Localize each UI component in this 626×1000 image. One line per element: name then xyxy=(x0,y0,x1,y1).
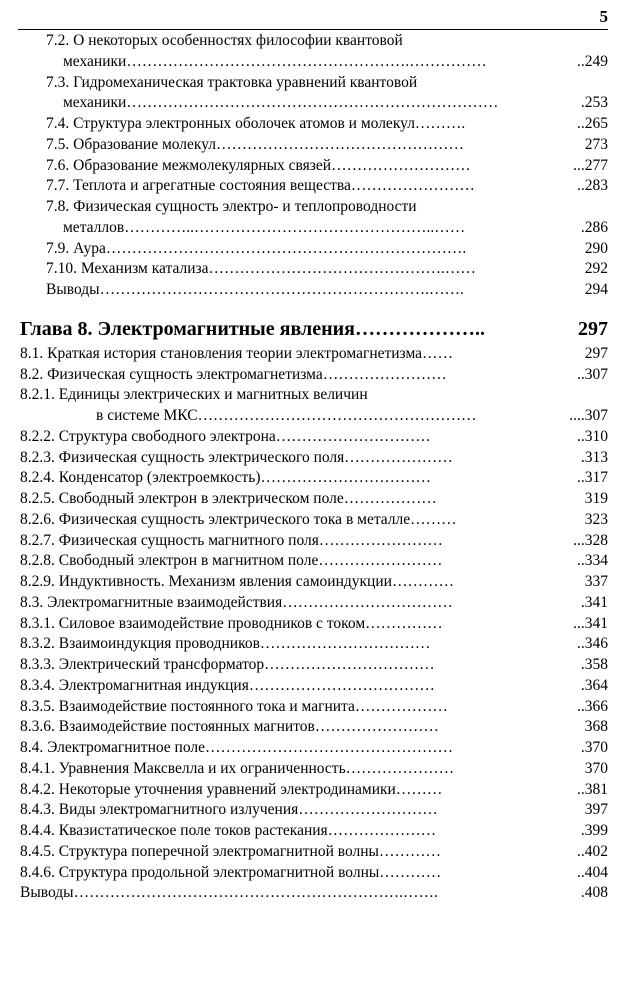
toc-entry-page: .253 xyxy=(580,94,608,112)
toc-entry xyxy=(0,614,626,635)
toc-entry-page: ..366 xyxy=(577,697,608,715)
toc-entry-title: механики……………………………………………………………… xyxy=(63,94,499,112)
toc-entry-title: Выводы……………………………………………………….……. xyxy=(20,884,438,902)
toc-entry xyxy=(0,634,626,655)
toc-entry-page: ..265 xyxy=(577,115,608,132)
toc-entry-title: 8.4.1. Уравнения Максвелла и их ограниченность………………… xyxy=(20,759,455,777)
toc-entry xyxy=(0,676,626,697)
toc-entry xyxy=(0,842,626,863)
toc-entry-page: ..381 xyxy=(577,780,608,798)
toc-entry-page: 397 xyxy=(584,801,608,819)
toc-entry-title: 8.2.9. Индуктивность. Механизм явления самоиндукции………… xyxy=(20,573,454,590)
toc-entry-page: 319 xyxy=(584,490,608,507)
chapter-8-heading xyxy=(0,314,626,344)
toc-entry-page: ..307 xyxy=(577,365,608,383)
toc-entry xyxy=(0,280,626,301)
toc-entry-title: 8.3.6. Взаимодействие постоянных магнитов…………………… xyxy=(20,718,439,736)
toc-entry-page: .358 xyxy=(580,656,608,673)
toc-entry-page: ...328 xyxy=(573,531,608,549)
toc-entry-title: металлов…………..………………………………………..…… xyxy=(63,218,466,236)
toc-entry xyxy=(0,176,626,197)
toc-entry-page: ..283 xyxy=(577,177,608,195)
toc-entry-title: 8.2.6. Физическая сущность электрического тока в металле……… xyxy=(20,510,457,528)
toc-entry xyxy=(0,468,626,489)
toc-entry-page: ..402 xyxy=(577,842,608,860)
toc-entry xyxy=(0,489,626,510)
toc-entry xyxy=(0,93,626,114)
toc-entry xyxy=(0,863,626,884)
toc-entry-title: механики……………………………………………….…………… xyxy=(63,52,487,70)
toc-entry xyxy=(0,218,626,239)
toc-entry-title: 8.2.1. Единицы электрических и магнитных величин xyxy=(20,386,368,404)
toc-entry xyxy=(0,31,626,52)
toc-entry-title: 8.2.2. Структура свободного электрона………………………… xyxy=(20,427,431,445)
chapter-title: Глава 8. Электромагнитные явления……………….. xyxy=(20,317,485,340)
toc-entry xyxy=(0,344,626,365)
toc-entry-title: 8.2.7. Физическая сущность магнитного поля…………………… xyxy=(20,531,443,549)
toc-entry-title: 7.6. Образование межмолекулярных связей……………………… xyxy=(46,156,471,174)
toc-entry-title: 8.3.4. Электромагнитная индукция……………………………… xyxy=(20,676,435,694)
toc-entry-page: 294 xyxy=(584,281,608,298)
toc-entry-title: 7.5. Образование молекул………………………………………… xyxy=(46,135,465,153)
toc-entry xyxy=(0,510,626,531)
toc-entry xyxy=(0,427,626,448)
toc-entry-page: 297 xyxy=(584,344,608,362)
toc-entry xyxy=(0,717,626,738)
toc-entry-title: 8.3.1. Силовое взаимодействие проводников с током…………… xyxy=(20,614,443,632)
toc-entry-title: 8.2.5. Свободный электрон в электрическом поле……………… xyxy=(20,490,437,507)
toc-entry-title: 8.3.3. Электрический трансформатор…………………………… xyxy=(20,656,435,673)
toc-entry-title: 7.2. О некоторых особенностях философии квантовой xyxy=(46,32,403,49)
toc-entry xyxy=(0,821,626,842)
header-rule xyxy=(18,29,608,30)
toc-entry xyxy=(0,759,626,780)
toc-entry-page: ..310 xyxy=(577,427,608,445)
toc-entry xyxy=(0,697,626,718)
toc-entry-title: 8.4.3. Виды электромагнитного излучения……………………… xyxy=(20,801,438,819)
toc-entry-page: ...277 xyxy=(573,156,608,174)
toc-entry-page: 370 xyxy=(584,759,608,777)
toc-entry-title: 8.3.5. Взаимодействие постоянного тока и магнита……………… xyxy=(20,697,448,715)
toc-entry-page: ..404 xyxy=(577,863,608,881)
toc-entry xyxy=(0,531,626,552)
table-of-contents xyxy=(0,31,626,904)
toc-entry-page: 337 xyxy=(584,573,608,590)
toc-entry-page: ...341 xyxy=(573,614,608,632)
toc-entry-title: 8.4.4. Квазистатическое поле токов растекания………………… xyxy=(20,822,437,839)
toc-entry-title: 8.4.6. Структура продольной электромагнитной волны………… xyxy=(20,863,442,881)
toc-entry xyxy=(0,800,626,821)
toc-entry xyxy=(0,52,626,73)
toc-entry-title: 7.7. Теплота и агрегатные состояния вещества…………………… xyxy=(46,177,475,195)
toc-entry xyxy=(0,406,626,427)
toc-entry-page: .313 xyxy=(580,448,608,466)
toc-entry-title: 8.2.8. Свободный электрон в магнитном поле…………………… xyxy=(20,552,443,570)
toc-entry-page: ..334 xyxy=(577,552,608,570)
toc-entry xyxy=(0,593,626,614)
toc-entry-page: .364 xyxy=(580,676,608,694)
toc-entry xyxy=(0,655,626,676)
toc-entry xyxy=(0,156,626,177)
toc-entry xyxy=(0,239,626,260)
toc-entry xyxy=(0,197,626,218)
toc-entry-title: 8.4.5. Структура поперечной электромагнитной волны………… xyxy=(20,842,441,860)
toc-entry-page: ..346 xyxy=(577,635,608,653)
toc-entry-title: 7.3. Гидромеханическая трактовка уравнений квантовой xyxy=(46,73,418,91)
toc-entry xyxy=(0,114,626,135)
page-number: 5 xyxy=(599,7,608,26)
toc-entry-title: 8.2.4. Конденсатор (электроемкость)…………………………… xyxy=(20,469,431,487)
toc-entry-page: .286 xyxy=(580,218,608,236)
chapter-8-section xyxy=(0,344,626,904)
toc-entry xyxy=(0,365,626,386)
toc-entry-page: 368 xyxy=(584,718,608,736)
chapter-page-number: 297 xyxy=(578,317,608,340)
toc-entry xyxy=(0,883,626,904)
toc-entry-title: 7.8. Физическая сущность электро- и теплопроводности xyxy=(46,198,417,215)
toc-entry-title: 8.2. Физическая сущность электромагнетизма…………………… xyxy=(20,365,447,383)
toc-entry-page: ....307 xyxy=(569,407,608,424)
toc-entry-title: 8.3. Электромагнитные взаимодействия…………………………… xyxy=(20,593,453,611)
toc-entry-title: 8.4.2. Некоторые уточнения уравнений электродинамики……… xyxy=(20,780,443,798)
toc-entry-page: 273 xyxy=(584,135,608,153)
toc-entry xyxy=(0,780,626,801)
toc-entry-page: .370 xyxy=(580,739,608,756)
toc-entry-page: 290 xyxy=(584,239,608,257)
toc-entry-page: .408 xyxy=(580,884,608,902)
toc-entry-title: Выводы……………………………………………………….……. xyxy=(46,281,464,298)
toc-entry-page: ..317 xyxy=(577,469,608,487)
toc-entry-page: ..249 xyxy=(577,52,608,70)
toc-entry-title: 8.3.2. Взаимоиндукция проводников…………………………… xyxy=(20,635,431,653)
toc-entry xyxy=(0,259,626,280)
toc-entry-title: 8.2.3. Физическая сущность электрического поля………………… xyxy=(20,448,453,466)
chapter-7-section xyxy=(0,31,626,301)
toc-entry xyxy=(0,135,626,156)
toc-entry xyxy=(0,385,626,406)
toc-entry-title: 8.1. Краткая история становления теории электромагнетизма…… xyxy=(20,344,454,362)
toc-entry-title: 8.4. Электромагнитное поле………………………………………… xyxy=(20,739,454,756)
toc-entry xyxy=(0,572,626,593)
toc-entry-page: 292 xyxy=(584,260,608,278)
toc-entry xyxy=(0,73,626,94)
toc-entry-page: .341 xyxy=(580,593,608,611)
toc-entry-title: 7.10. Механизм катализа……………………………………….…… xyxy=(46,260,476,278)
toc-entry xyxy=(0,448,626,469)
toc-entry-page: 323 xyxy=(584,510,608,528)
toc-entry xyxy=(0,738,626,759)
toc-entry-title: 7.4. Структура электронных оболочек атомов и молекул………. xyxy=(46,115,466,132)
toc-entry-page: .399 xyxy=(580,822,608,839)
toc-entry xyxy=(0,551,626,572)
toc-entry-title: 7.9. Аура……………………………………………………………. xyxy=(46,239,467,257)
toc-entry-title: в системе МКС……………………………………………… xyxy=(96,407,477,424)
